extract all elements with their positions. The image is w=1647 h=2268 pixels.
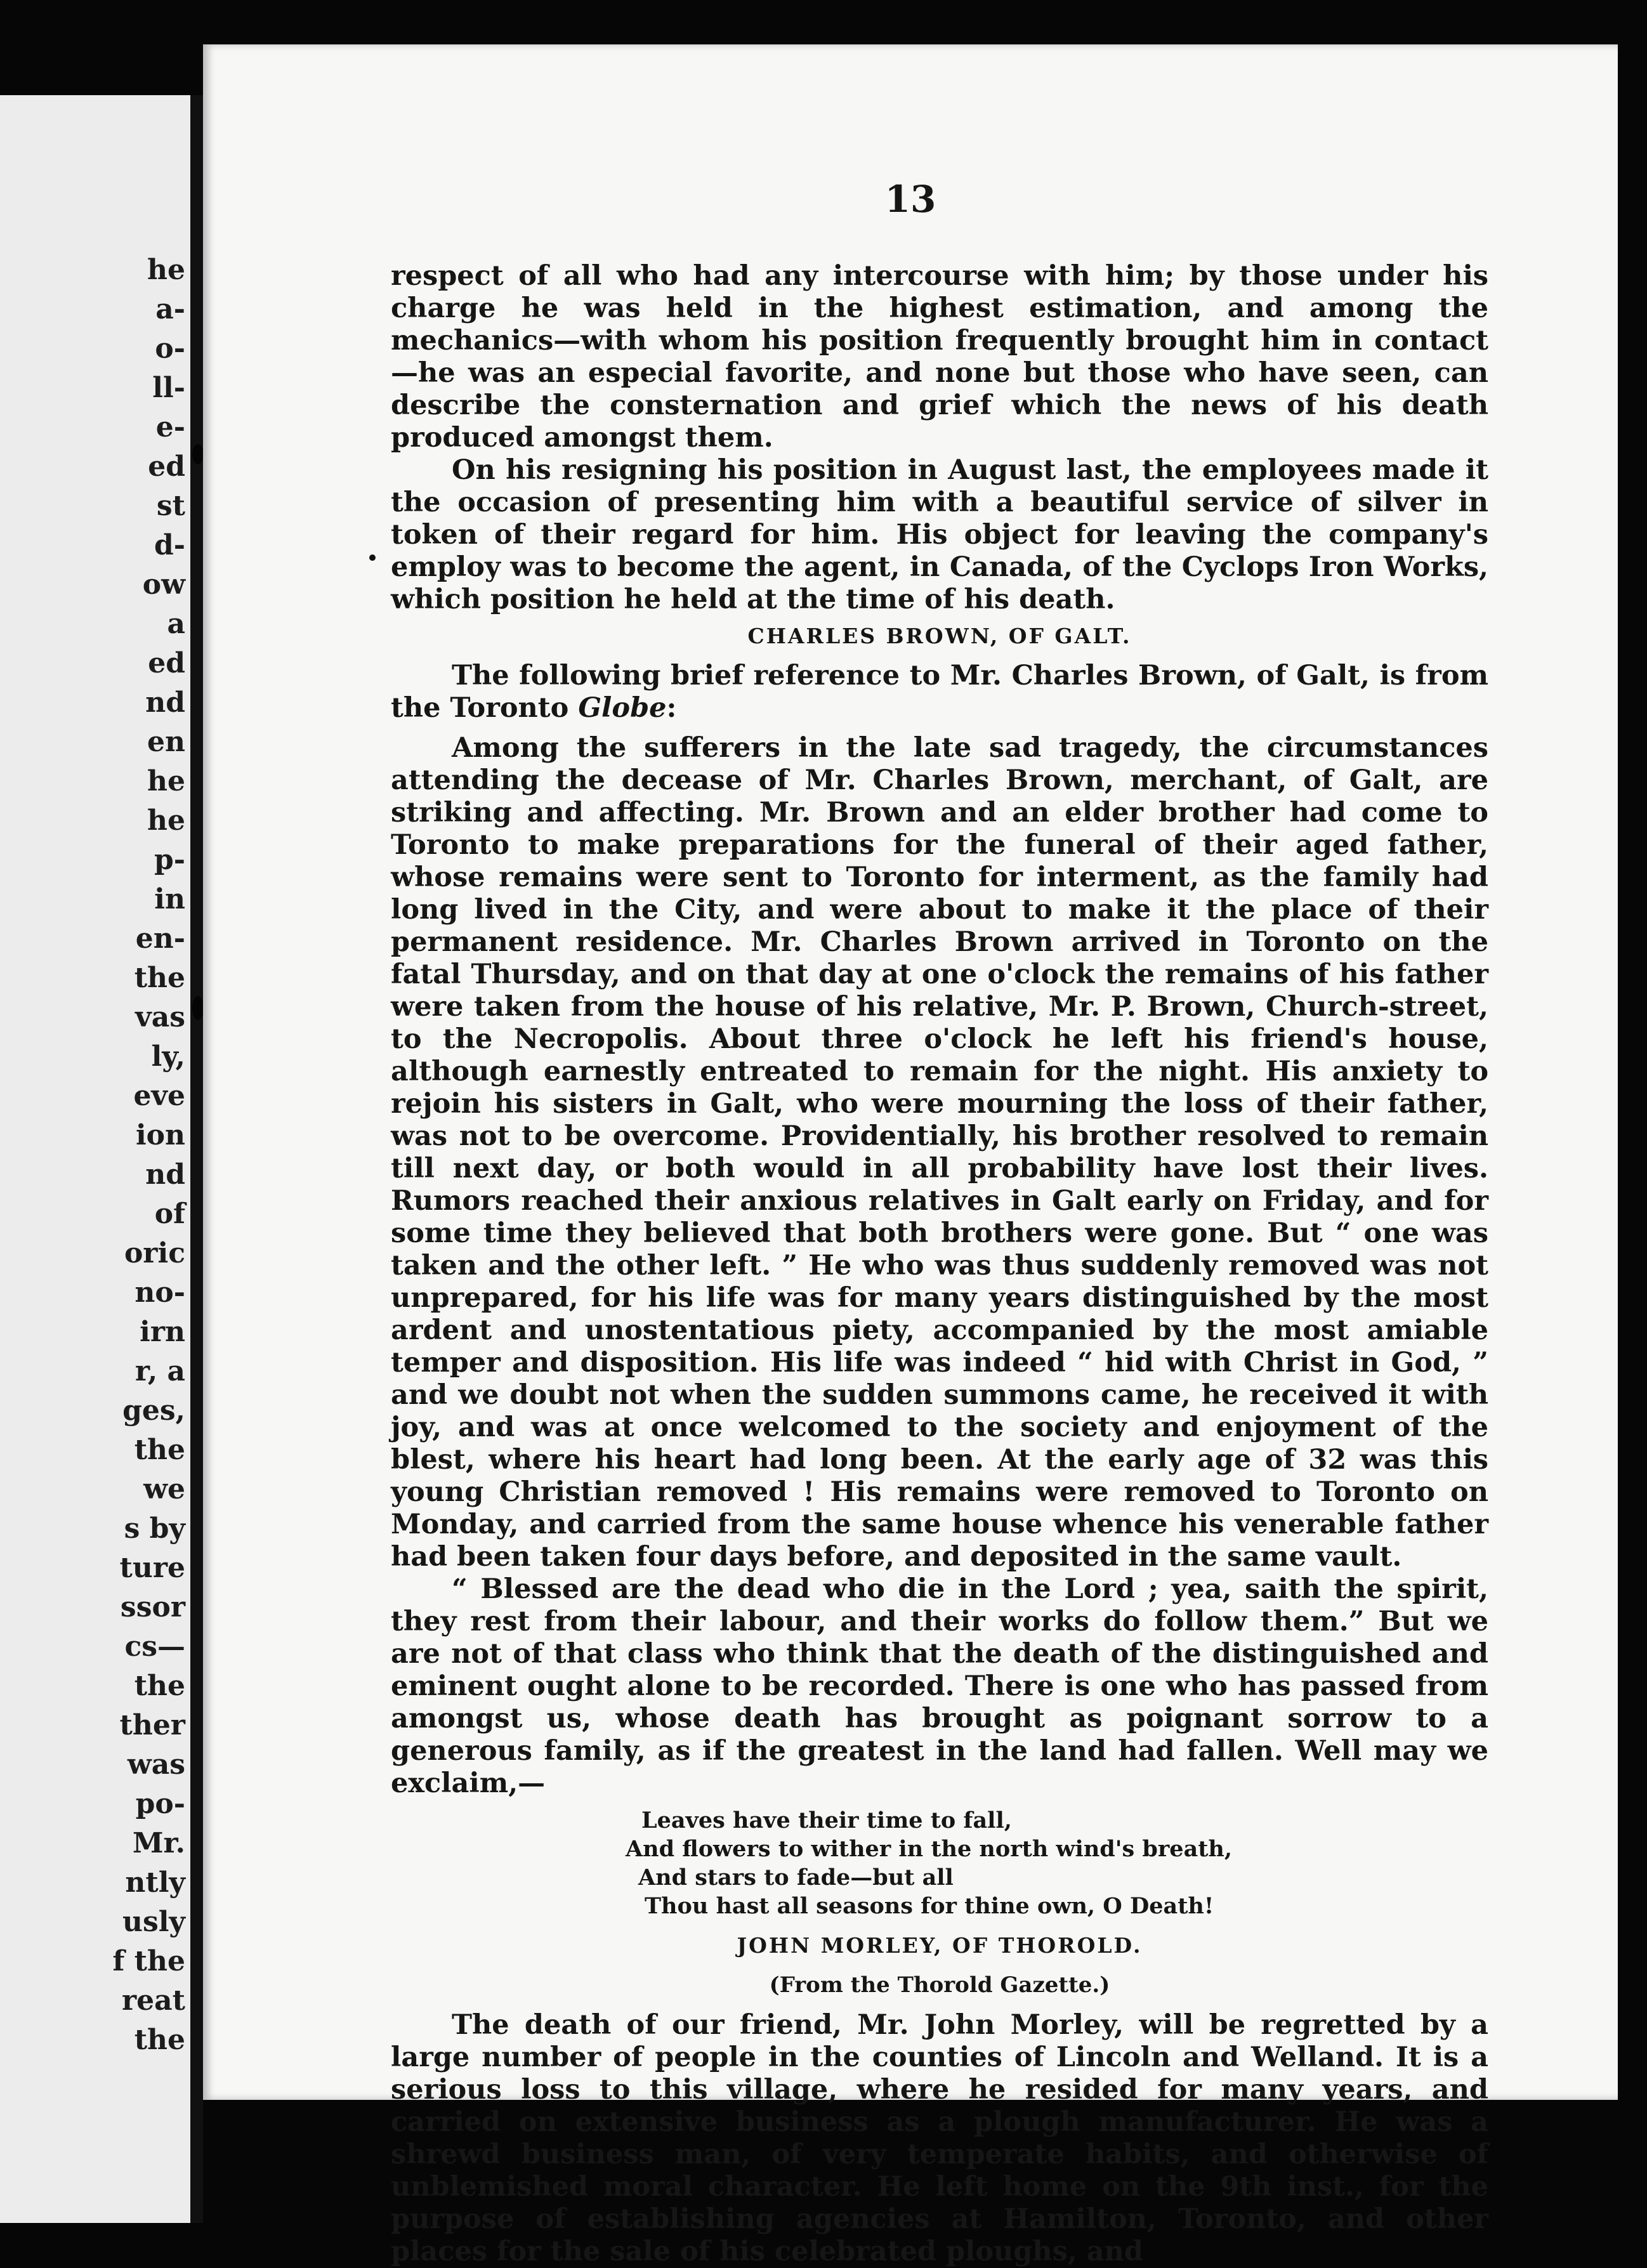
poem-line: Leaves have their time to fall, — [641, 1807, 1012, 1833]
previous-page-fragment: eve — [133, 1080, 185, 1112]
previous-page-fragment: d- — [154, 529, 185, 561]
poem-line: And flowers to wither in the north wind's breath, — [626, 1836, 1233, 1862]
paragraph-cyclops-tribute: respect of all who had any intercourse with him; by those under his charge he was held in the highest estimation, and among the mechanics—with whom his position frequently brought him in contact—he was an especial favorite, and none but those who have seen, can describe the consternation and grief which the news of his death produced amongst them. — [391, 260, 1488, 454]
previous-page-fragment: ow — [142, 568, 185, 601]
globe-intro-colon: : — [666, 692, 677, 724]
previous-page-fragment: the — [134, 962, 185, 994]
book-gutter — [190, 95, 203, 2223]
previous-page-fragment: po- — [135, 1788, 185, 1820]
previous-page-fragment: nd — [145, 1158, 185, 1191]
previous-page-fragment: Mr. — [132, 1827, 185, 1859]
previous-page-fragment: cs— — [124, 1630, 185, 1663]
previous-page-fragment: o- — [155, 332, 185, 365]
page-number: 13 — [884, 178, 936, 221]
previous-page-fragment: he — [147, 254, 185, 286]
binding-staple-bottom — [192, 996, 204, 1020]
binding-staple-top — [192, 444, 204, 464]
previous-page-fragment: ion — [135, 1119, 185, 1151]
previous-page-fragment: ture — [119, 1552, 185, 1584]
previous-page-fragment: usly — [122, 1906, 185, 1938]
previous-page-fragment: nd — [145, 686, 185, 719]
previous-page-fragment: we — [143, 1473, 185, 1505]
previous-page-fragment: ther — [119, 1709, 185, 1741]
globe-title: Globe — [578, 692, 667, 724]
paragraph-morley-account: The death of our friend, Mr. John Morley, will be regretted by a large number of people in the counties of Lincoln and Welland. It is a serious loss to this village, where he resided for many years, and carried on extensive business as a plough manufacturer. He was a shrewd business man, of very temperate habits, and otherwise of unblemished moral character. He left home on the 9th inst., for the purpose of establishing agencies at Hamilton, Toronto, and other places for the sale of his celebrated ploughs, and — [391, 2009, 1488, 2267]
previous-page-fragment: oric — [124, 1237, 185, 1269]
heading-charles-brown: CHARLES BROWN, OF GALT. — [747, 624, 1132, 648]
previous-page-fragment: ges, — [122, 1394, 185, 1427]
previous-page-fragment: ed — [148, 647, 185, 679]
previous-page-fragment: reat — [121, 1984, 185, 2017]
previous-page-fragment: ly, — [151, 1040, 185, 1073]
poem-stanza — [391, 1806, 1488, 1920]
previous-page-fragment: a- — [155, 293, 185, 325]
previous-page-fragment: en- — [135, 922, 185, 955]
poem-line: And stars to fade—but all — [638, 1865, 954, 1891]
paragraph-blessed-dead: “ Blessed are the dead who die in the Lord ; yea, saith the spirit, they rest from their labour, and their works do follow them.” But we are not of that class who think that the death of the distinguished and eminent ought alone to be recorded. There is one who has passed from amongst us, whose death has brought as poignant sorrow to a generous family, as if the greatest in the land had fallen. Well may we exclaim,— — [391, 1573, 1488, 1799]
previous-page-fragment: vas — [135, 1001, 185, 1033]
previous-page-edge — [0, 95, 190, 2223]
previous-page-fragment: of — [154, 1198, 185, 1230]
previous-page-fragment: in — [154, 883, 185, 915]
paragraph-brown-account: Among the sufferers in the late sad tragedy, the circumstances attending the decease of Mr. Charles Brown, merchant, of Galt, are striking and affecting. Mr. Brown and an elder brother had come to Toronto to make preparations for the funeral of their aged father, whose remains were sent to Toronto for interment, as the family had long lived in the City, and were about to make it the place of their permanent residence. Mr. Charles Brown arrived in Toronto on the fatal Thursday, and on that day at one o'clock the remains of his father were taken from the house of his relative, Mr. P. Brown, Church-street, to the Necropolis. About three o'clock he left his friend's house, although earnestly entreated to remain for the night. His anxiety to rejoin his sisters in Galt, who were mourning the loss of their father, was not to be overcome. Providentially, his brother resolved to remain till next day, or both would in all probability have lost their lives. Rumors reached their anxious relatives in Galt early on Friday, and for some time they believed that both brothers were gone. But “ one was taken and the other left. ” He who was thus suddenly removed was not unprepared, for his life was for many years distinguished by the most ardent and unostentatious piety, accompanied by the most amiable temper and disposition. His life was indeed “ hid with Christ in God, ” and we doubt not when the sudden summons came, he received it with joy, and was at once welcomed to the society and enjoyment of the blest, where his heart had long been. At the early age of 32 was this young Christian removed ! His remains were removed to Toronto on Monday, and carried from the same house whence his venerable father had been taken four days before, and deposited in the same vault. — [391, 732, 1488, 1573]
previous-page-fragment: ll- — [152, 372, 185, 404]
previous-page-fragment: the — [134, 1670, 185, 1702]
page-body — [391, 260, 1488, 2268]
previous-page-fragment: the — [134, 1434, 185, 1466]
previous-page-fragment: was — [127, 1748, 185, 1781]
heading-john-morley: JOHN MORLEY, OF THOROLD. — [737, 1933, 1143, 1958]
previous-page-fragment: a — [167, 608, 185, 640]
poem-line: Thou hast all seasons for thine own, O Death! — [645, 1893, 1214, 1919]
previous-page-fragment: ed — [148, 450, 185, 483]
previous-page-fragment: irn — [140, 1316, 185, 1348]
globe-intro-text: The following brief reference to Mr. Charles Brown, of Galt, is from the Toronto — [391, 660, 1488, 724]
previous-page-fragment: st — [156, 490, 185, 522]
previous-page-fragment: the — [134, 2024, 185, 2056]
paragraph-globe-intro — [391, 660, 1488, 724]
scanned-page — [203, 44, 1618, 2267]
previous-page-fragment: p- — [154, 844, 185, 876]
previous-page-fragment: ntly — [125, 1866, 185, 1899]
previous-page-fragment: e- — [155, 411, 185, 443]
previous-page-fragment: f the — [112, 1945, 185, 1977]
previous-page-fragment: s by — [124, 1512, 185, 1545]
previous-page-fragment: ssor — [120, 1591, 185, 1623]
previous-page-fragment: he — [147, 765, 185, 797]
previous-page-fragment: en — [147, 726, 185, 758]
previous-page-fragment: he — [147, 804, 185, 837]
margin-ink-dot — [369, 554, 376, 561]
previous-page-fragment: r, a — [135, 1355, 185, 1387]
previous-page-fragment: no- — [135, 1276, 185, 1309]
source-thorold-gazette: (From the Thorold Gazette.) — [769, 1972, 1110, 1998]
paragraph-resignation: On his resigning his position in August last, the employees made it the occasion of presenting him with a beautiful service of silver in token of their regard for him. His object for leaving the company's employ was to become the agent, in Canada, of the Cyclops Iron Works, which position he held at the time of his death. — [391, 454, 1488, 615]
